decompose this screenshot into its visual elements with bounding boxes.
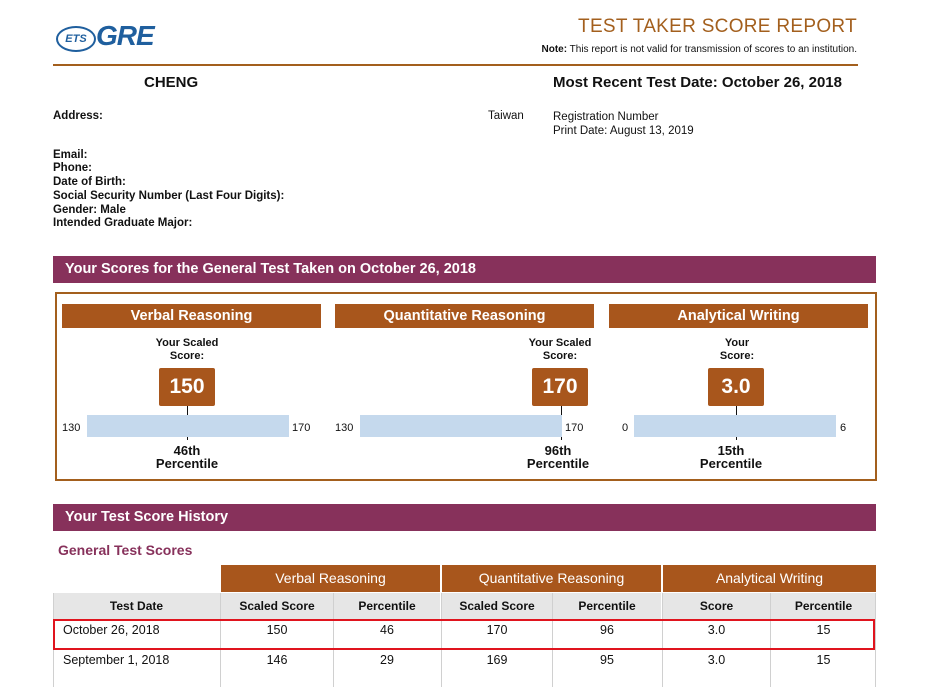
writing-score-label: [677, 337, 797, 363]
writing-score: 3.0: [708, 368, 764, 406]
address-label: Address:: [53, 110, 103, 122]
verbal-section: [62, 304, 321, 328]
verbal-score-label-line2: Score:: [169, 350, 205, 362]
verbal-score: 150: [159, 368, 215, 406]
history-subtitle: General Test Scores: [58, 542, 193, 558]
verbal-min: 130: [62, 422, 81, 434]
verbal-percentile: [137, 444, 237, 470]
history-group-writing: Analytical Writing: [663, 565, 876, 592]
grid-line: [875, 593, 876, 687]
quant-percentile: [508, 444, 608, 470]
row2-quant-scaled: 169: [486, 653, 508, 667]
verbal-percentile-word: Percentile: [155, 456, 219, 471]
gender-value: Male: [100, 204, 126, 216]
col-verbal-scaled: Scaled Score: [221, 593, 333, 619]
phone-label: Phone:: [53, 162, 92, 174]
col-test-date: Test Date: [53, 593, 220, 619]
gender-field: [53, 204, 126, 216]
dob-label: Date of Birth:: [53, 176, 126, 188]
writing-percentile-value: 15th: [717, 443, 745, 458]
writing-score-label-line2: Score:: [719, 350, 755, 362]
report-note: [541, 44, 857, 55]
quant-score-bar: [360, 415, 562, 437]
quant-score-label-line1: Your Scaled: [528, 337, 592, 349]
gre-logo: GRE: [96, 20, 154, 51]
col-quant-scaled: Scaled Score: [442, 593, 552, 619]
header-divider: [53, 64, 858, 66]
scores-banner: Your Scores for the General Test Taken on October 26, 2018: [53, 256, 876, 283]
writing-min: 0: [622, 422, 629, 434]
verbal-section-title: Verbal Reasoning: [62, 304, 321, 328]
quant-section: [335, 304, 594, 328]
quant-percentile-value: 96th: [544, 443, 572, 458]
email-label: Email:: [53, 149, 88, 161]
note-label: Note:: [541, 44, 568, 55]
row-highlight: [53, 619, 875, 650]
quant-score-label-line2: Score:: [542, 350, 578, 362]
row2-verbal-scaled: 146: [266, 653, 288, 667]
row2-writing-percentile: 15: [816, 653, 831, 667]
writing-score-bar: [634, 415, 836, 437]
writing-percentile-word: Percentile: [699, 456, 763, 471]
history-group-quant: Quantitative Reasoning: [442, 565, 661, 592]
ssn-label: Social Security Number (Last Four Digits):: [53, 190, 285, 202]
verbal-percentile-value: 46th: [173, 443, 201, 458]
verbal-score-label-line1: Your Scaled: [155, 337, 219, 349]
row2-verbal-percentile: 29: [380, 653, 394, 667]
row1-verbal-scaled: 150: [266, 623, 288, 637]
verbal-score-bar: [87, 415, 289, 437]
report-title: TEST TAKER SCORE REPORT: [578, 16, 857, 37]
row1-quant-scaled: 170: [486, 623, 508, 637]
col-quant-percentile: Percentile: [553, 593, 661, 619]
writing-section-title: Analytical Writing: [609, 304, 868, 328]
row2-test-date: September 1, 2018: [63, 653, 170, 667]
quant-max: 170: [565, 422, 584, 434]
major-label: Intended Graduate Major:: [53, 217, 193, 229]
history-banner: Your Test Score History: [53, 504, 876, 531]
verbal-max: 170: [292, 422, 311, 434]
row2-quant-percentile: 95: [600, 653, 614, 667]
row1-writing-percentile: 15: [816, 623, 831, 637]
verbal-score-label: [127, 337, 247, 363]
row1-quant-percentile: 96: [600, 623, 614, 637]
history-group-verbal: Verbal Reasoning: [221, 565, 440, 592]
note-text: This report is not valid for transmission of scores to an institution.: [569, 44, 857, 55]
gender-label: Gender:: [53, 204, 98, 216]
quant-score-label: [500, 337, 620, 363]
quant-section-title: Quantitative Reasoning: [335, 304, 594, 328]
col-verbal-percentile: Percentile: [334, 593, 440, 619]
ets-logo: ETS: [56, 26, 96, 52]
row1-test-date: October 26, 2018: [63, 623, 160, 637]
quant-score: 170: [532, 368, 588, 406]
writing-max: 6: [840, 422, 847, 434]
quant-percentile-word: Percentile: [526, 456, 590, 471]
writing-score-label-line1: Your: [724, 337, 750, 349]
quant-min: 130: [335, 422, 354, 434]
row2-writing-score: 3.0: [707, 653, 726, 667]
col-writing-percentile: Percentile: [771, 593, 876, 619]
recent-test-date: Most Recent Test Date: October 26, 2018: [553, 74, 842, 91]
writing-section: [609, 304, 868, 328]
row1-writing-score: 3.0: [707, 623, 726, 637]
row1-verbal-percentile: 46: [380, 623, 394, 637]
print-date: Print Date: August 13, 2019: [553, 125, 694, 137]
registration-number-label: Registration Number: [553, 111, 659, 123]
col-writing-score: Score: [663, 593, 770, 619]
writing-percentile: [681, 444, 781, 470]
country-value: Taiwan: [488, 110, 524, 122]
candidate-name: CHENG: [144, 74, 199, 91]
